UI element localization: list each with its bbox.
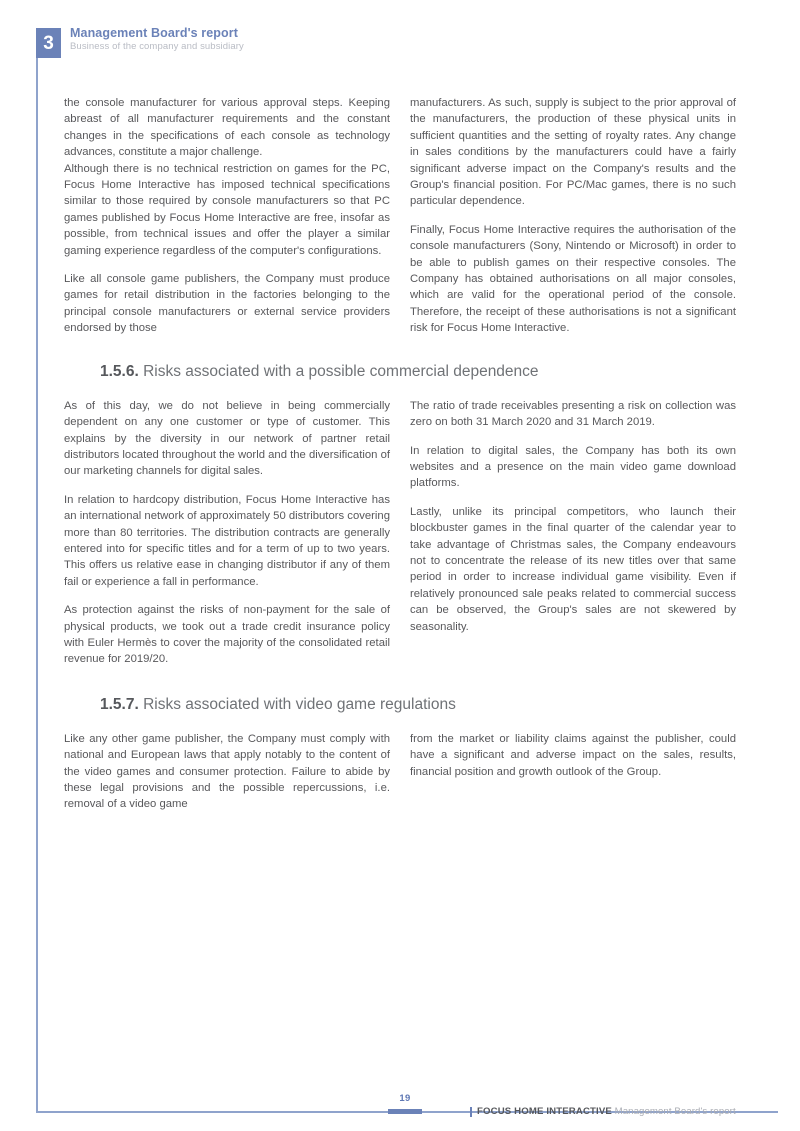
- intro-columns: [64, 95, 736, 337]
- paragraph: Lastly, unlike its principal competitors, who launch their blockbuster games in the final quarter of the calendar year to take advantage of Christmas sales, the Company endeavours not to concentrate the release of its new titles over that same period in order to increase individual game visibility. Even if relatively pronounced sale peaks related to commercial success can be observed, the Group's sales are not skewered by seasonality.: [410, 505, 736, 633]
- chapter-number-badge: 3: [36, 28, 61, 58]
- footer-tick-mark: [470, 1107, 472, 1117]
- paragraph: the console manufacturer for various approval steps. Keeping abreast of all manufacturer requirements and the constant changes in the specifications of each console as technology advances, constitute a major challenge.: [64, 97, 390, 159]
- intro-left-column: [64, 95, 390, 337]
- section-157-right-column: [410, 731, 736, 813]
- footer-document-title: Management Board's report: [614, 1106, 736, 1117]
- section-156-right-column: [410, 398, 736, 668]
- page-content: [64, 95, 736, 813]
- section-heading-156: [64, 361, 736, 383]
- section-heading-157: [64, 694, 736, 716]
- footer-brand: FOCUS HOME INTERACTIVE: [477, 1106, 612, 1117]
- paragraph: Finally, Focus Home Interactive requires the authorisation of the console manufacturers (Sony, Nintendo or Microsoft) in order to be able to publish games on their respective consoles. The Company has obtained authorisations on all major consoles, which are valid for the operational period of the console. Therefore, the receipt of these authorisations is not a significant risk for Focus Home Interactive.: [410, 223, 736, 335]
- section-title: Risks associated with video game regulations: [143, 695, 456, 713]
- section-157-left-column: [64, 731, 390, 813]
- spacer: [64, 668, 736, 694]
- paragraph: from the market or liability claims against the publisher, could have a significant and adverse impact on the sales, results, financial position and growth outlook of the Group.: [410, 732, 736, 778]
- section-156-left-column: [64, 398, 390, 668]
- paragraph: As protection against the risks of non-payment for the sale of physical products, we took out a trade credit insurance policy with Euler Hermès to cover the majority of the consolidated retail revenue for 2019/20.: [64, 604, 390, 666]
- footer-rule-accent: [388, 1109, 422, 1114]
- header-text-group: [70, 26, 244, 53]
- paragraph: Although there is no technical restriction on games for the PC, Focus Home Interactive has imposed technical specifications similar to those required by console manufacturers so that PC games published by Focus Home Interactive are free, insofar as possible, from technical issues and offer the player a similar gaming experience regardless of the computer's configurations.: [64, 162, 390, 257]
- page-number: 19: [399, 1093, 411, 1104]
- paragraph: Like all console game publishers, the Company must produce games for retail distribution in the factories belonging to the principal console manufacturers or external service providers endorsed by those: [64, 273, 390, 335]
- header-subtitle: Business of the company and subsidiary: [70, 41, 244, 52]
- paragraph: In relation to digital sales, the Company has both its own websites and a presence on the main video game download platforms.: [410, 444, 736, 490]
- spacer: [64, 716, 736, 731]
- section-title: Risks associated with a possible commercial dependence: [143, 362, 539, 380]
- spacer: [64, 383, 736, 398]
- paragraph: In relation to hardcopy distribution, Focus Home Interactive has an international network of approximately 50 distributors covering more than 80 territories. The distribution contracts are generally entered into for specific titles and for a term of up to two years. This offers us relative ease in changing distributor if any of them fail or experience a fall in performance.: [64, 493, 390, 588]
- paragraph: manufacturers. As such, supply is subject to the prior approval of the manufacturers, the production of these physical units in sufficient quantities and the setting of royalty rates. Any change in sales conditions by the manufacturers could have a fairly significant adverse impact on the Company's results and the Group's financial position. For PC/Mac games, there is no such particular dependence.: [410, 97, 736, 208]
- section-156-columns: [64, 398, 736, 668]
- section-number: 1.5.6.: [100, 362, 139, 380]
- paragraph: Like any other game publisher, the Company must comply with national and European laws that apply notably to the content of the video games and consumer protection. Failure to abide by these legal provisions and the possible repercussions, i.e. removal of a video game: [64, 732, 390, 811]
- section-157-columns: [64, 731, 736, 813]
- header-title: Management Board's report: [70, 26, 239, 40]
- document-header: [36, 28, 244, 58]
- spacer: [64, 337, 736, 361]
- intro-right-column: [410, 95, 736, 337]
- footer-label: [477, 1105, 736, 1118]
- paragraph: As of this day, we do not believe in being commercially dependent on any one customer or type of customer. This explains by the diversity in our network of partner retail distributors located throughout the world and the diversification of our marketing channels for digital sales.: [64, 399, 390, 478]
- section-number: 1.5.7.: [100, 695, 139, 713]
- document-footer: [356, 1093, 756, 1126]
- paragraph: The ratio of trade receivables presenting a risk on collection was zero on both 31 March 2020 and 31 March 2019.: [410, 399, 736, 429]
